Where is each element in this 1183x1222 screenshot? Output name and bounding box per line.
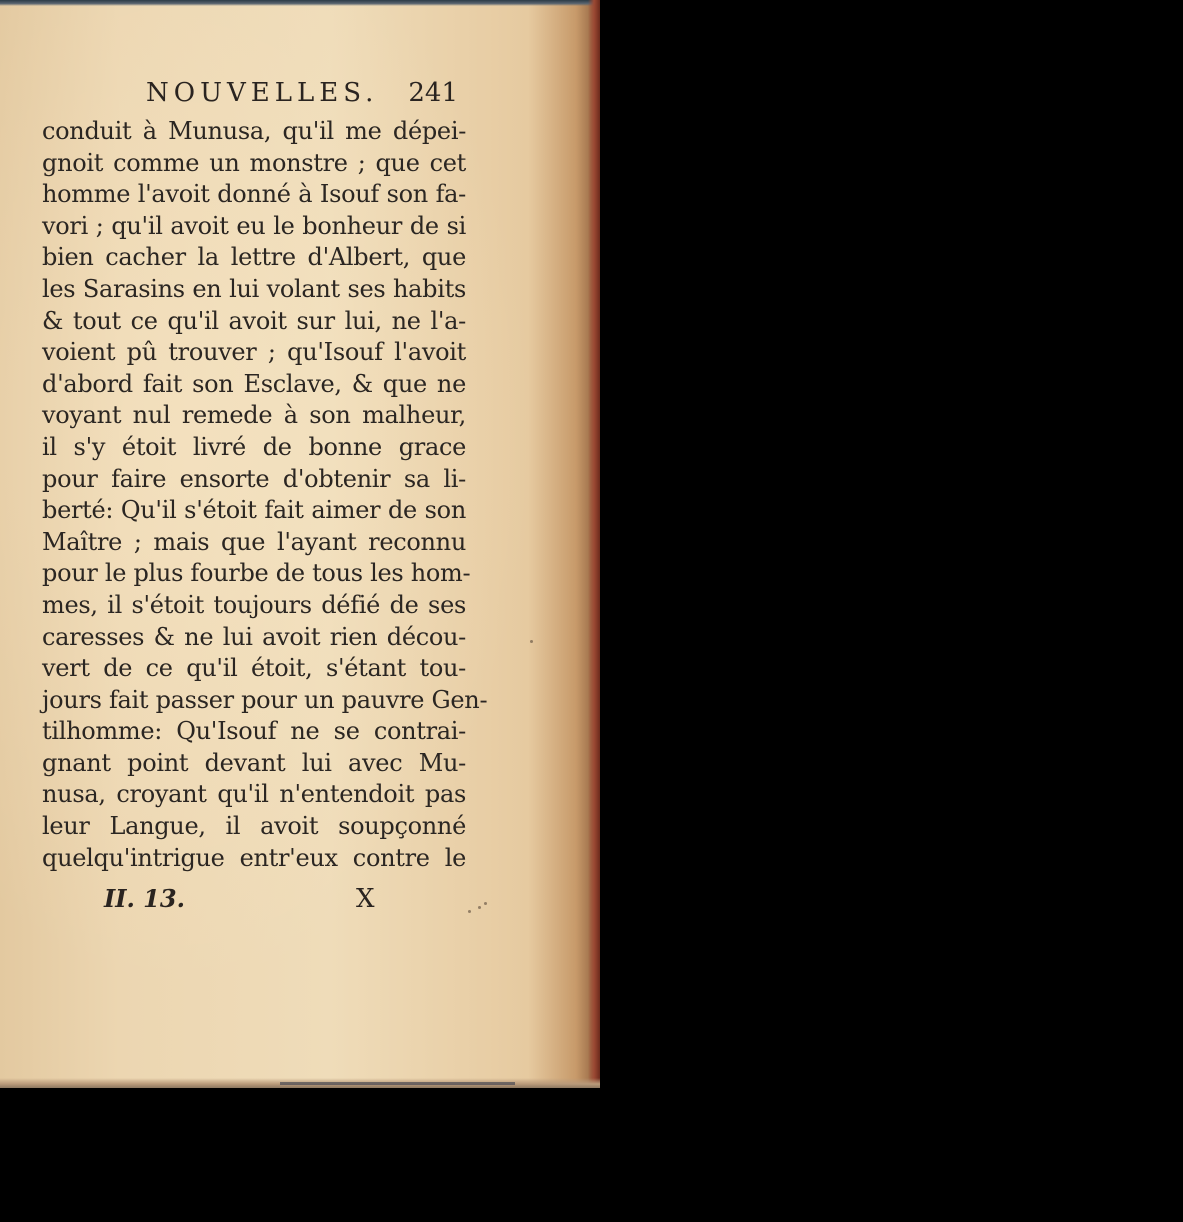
text-line: leur Langue, il avoit soupçonné [42, 812, 466, 841]
text-line: berté: Qu'il s'étoit fait aimer de son [42, 496, 466, 525]
page-number: 241 [408, 78, 458, 108]
text-line: bien cacher la lettre d'Albert, que [42, 243, 466, 272]
page-bottom-line [280, 1082, 515, 1085]
page-top-edge [0, 0, 600, 6]
text-line: tilhomme: Qu'Isouf ne se contrai- [42, 717, 466, 746]
text-line: pour faire ensorte d'obtenir sa li- [42, 464, 466, 493]
text-line: & tout ce qu'il avoit sur lui, ne l'a- [42, 306, 466, 335]
paper-speck [484, 902, 487, 905]
text-line: Maître ; mais que l'ayant reconnu [42, 527, 466, 556]
signature-mark: II. 13. [104, 884, 185, 913]
text-line: quelqu'intrigue entr'eux contre le [42, 843, 466, 872]
book-page [0, 0, 600, 1088]
text-line: jours fait passer pour un pauvre Gen- [42, 685, 488, 714]
text-line: pour le plus fourbe de tous les hom- [42, 559, 471, 588]
text-line: nusa, croyant qu'il n'entendoit pas [42, 780, 466, 809]
body-text [42, 116, 488, 874]
text-line: voyant nul remede à son malheur, [42, 401, 466, 430]
text-line: conduit à Munusa, qu'il me dépei- [42, 117, 466, 145]
paper-speck [530, 640, 533, 643]
text-line: vert de ce qu'il étoit, s'étant tou- [42, 654, 466, 683]
text-line: gnoit comme un monstre ; que cet [42, 148, 466, 177]
text-line: les Sarasins en lui volant ses habits [42, 274, 466, 303]
text-line: il s'y étoit livré de bonne grace [42, 432, 466, 461]
text-line: gnant point devant lui avec Mu- [42, 748, 466, 777]
text-line: mes, il s'étoit toujours défié de ses [42, 590, 466, 619]
text-line: vori ; qu'il avoit eu le bonheur de si [42, 211, 466, 240]
text-line: homme l'avoit donné à Isouf son fa- [42, 180, 466, 209]
running-head: NOUVELLES. [146, 78, 379, 108]
page-footer [104, 884, 404, 916]
paper-speck [478, 906, 481, 909]
text-line: caresses & ne lui avoit rien décou- [42, 622, 466, 651]
text-line: d'abord fait son Esclave, & que ne [42, 369, 466, 398]
page-header [146, 78, 466, 118]
paper-speck [468, 910, 471, 913]
catchword: X [356, 884, 375, 914]
text-line: voient pû trouver ; qu'Isouf l'avoit [42, 338, 466, 367]
page-spine-edge [588, 0, 600, 1088]
